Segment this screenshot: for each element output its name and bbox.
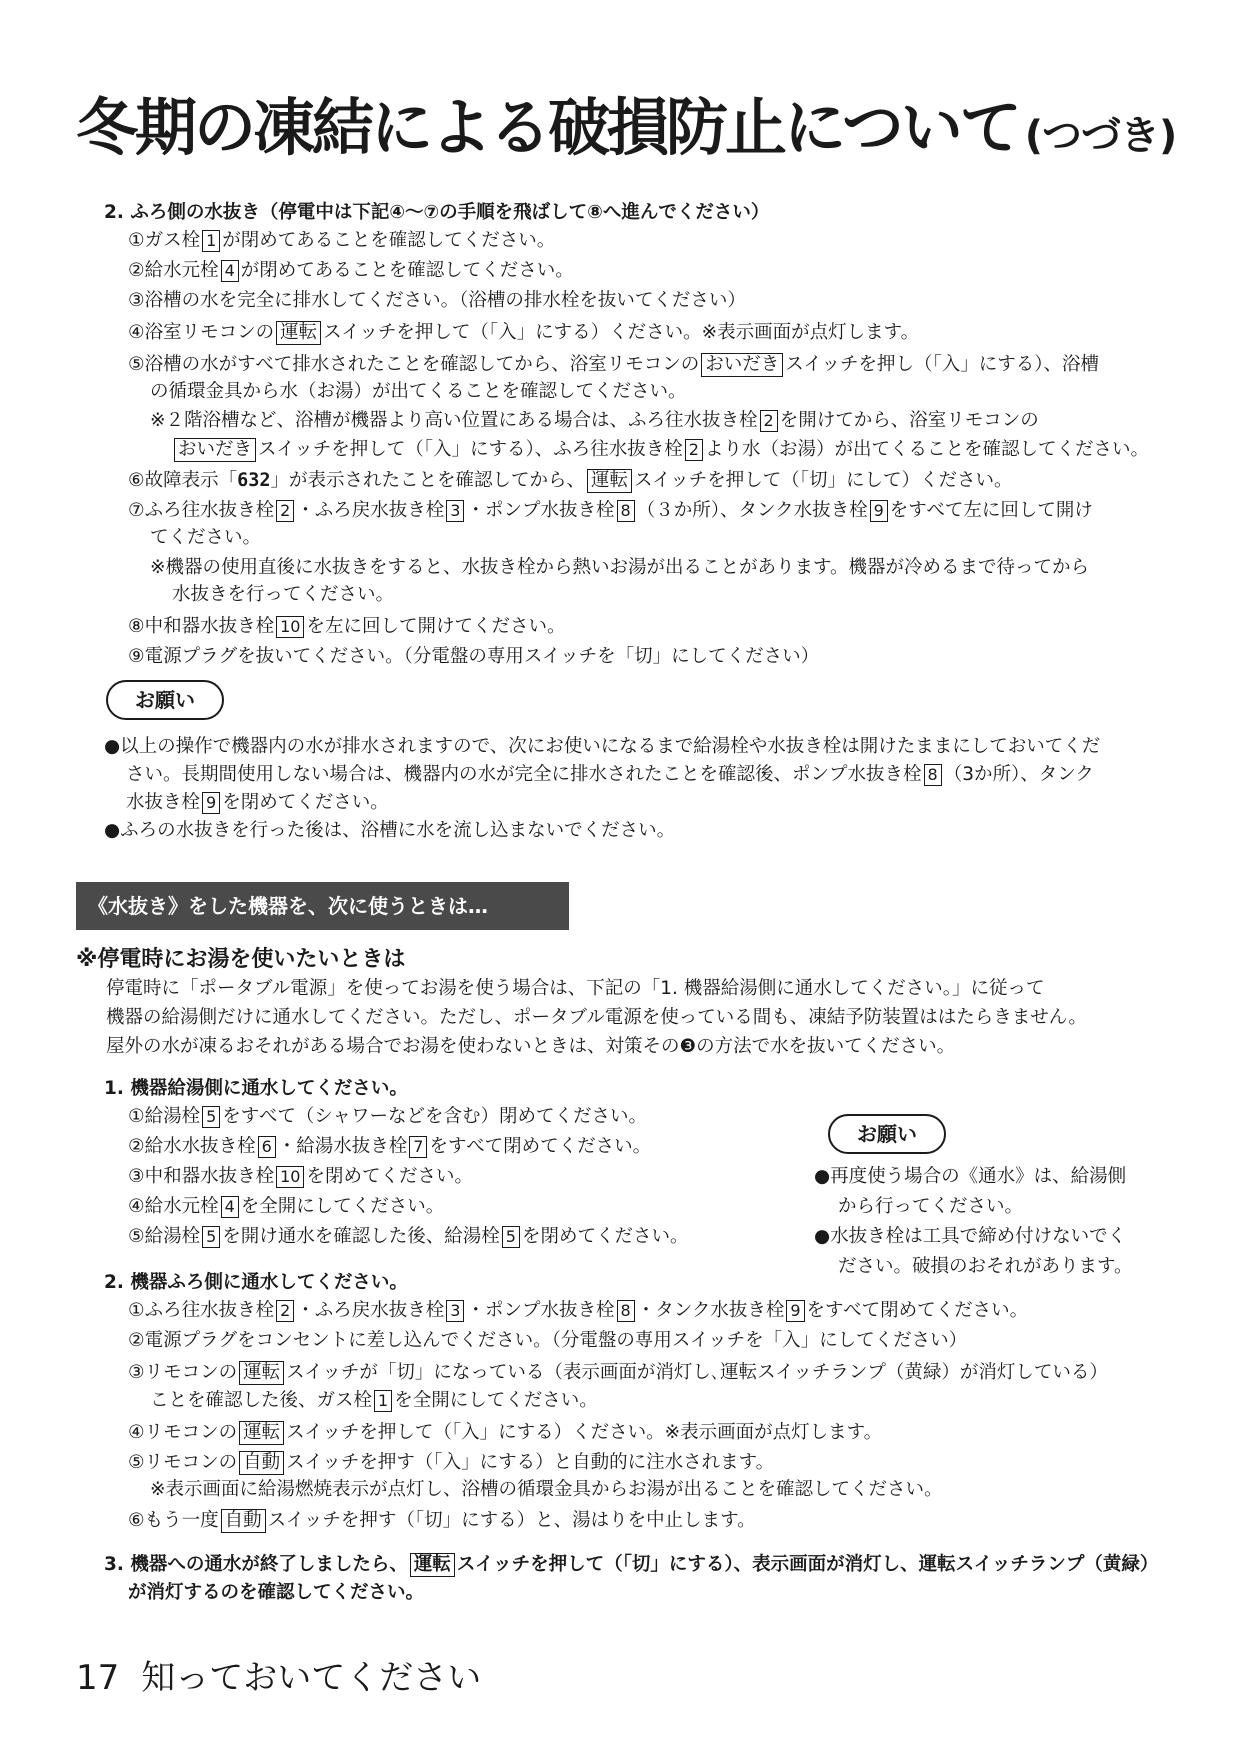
request-badge: お願い bbox=[106, 680, 224, 720]
page-number: 17 bbox=[76, 1658, 120, 1698]
request-bullet-1-cont2: 水抜き栓 9 を閉めてください。 bbox=[126, 792, 389, 813]
supply-step-2: ②給水水抜き栓 6 ・給湯水抜き栓 7 をすべて閉めてください。 bbox=[128, 1136, 652, 1157]
request2-line-1: ●再度使う場合の《通水》は、給湯側 bbox=[814, 1166, 1127, 1187]
valve-number: 2 bbox=[685, 439, 703, 461]
bath-step-2: ②給水元栓 4 が閉めてあることを確認してください。 bbox=[128, 260, 574, 281]
finish-line-2: が消灯するのを確認してください。 bbox=[128, 1582, 425, 1603]
bath-step-4: ④浴室リモコンの 運転 スイッチを押して（「入」にする）ください。※表示画面が点灯します。 bbox=[128, 322, 920, 343]
request2-line-2: から行ってください。 bbox=[838, 1196, 1024, 1217]
bath-step-7-cont: てください。 bbox=[150, 527, 262, 548]
valve-number: 8 bbox=[617, 1300, 635, 1322]
request-bullet-1-cont: さい。長期間使用しない場合は、機器内の水が完全に排水されたことを確認後、ポンプ水抜き栓 8 （3か所）、タンク bbox=[126, 764, 1094, 785]
request-bullet-2: ●ふろの水抜きを行った後は、浴槽に水を流し込まないでください。 bbox=[104, 820, 676, 841]
blackout-para-1: 停電時に「ポータブル電源」を使ってお湯を使う場合は、下記の「1. 機器給湯側に通水してください。」に従って bbox=[106, 978, 1045, 999]
blackout-para-3: 屋外の水が凍るおそれがある場合でお湯を使わないときは、対策その❸の方法で水を抜いてください。 bbox=[106, 1036, 956, 1057]
request2-line-3: ●水抜き栓は工具で締め付けないでく bbox=[814, 1226, 1127, 1247]
key-label: 運転 bbox=[587, 469, 632, 493]
finish-line-1: 3. 機器への通水が終了しましたら、 運転 スイッチを押して（「切」にする）、表示画面が消灯し、運転スイッチランプ（黄緑） bbox=[104, 1554, 1159, 1575]
valve-number: 4 bbox=[221, 1196, 239, 1218]
bath-step-6: ⑥故障表示「632」が表示されたことを確認してから、 運転 スイッチを押して（「切」にして）ください。 bbox=[128, 470, 1013, 491]
valve-number: 5 bbox=[502, 1226, 520, 1248]
supply-step-3: ③中和器水抜き栓 10 を閉めてください。 bbox=[128, 1166, 473, 1187]
bath-supply-step-5: ⑤リモコンの 自動 スイッチを押す（「入」にする）と自動的に注水されます。 bbox=[128, 1452, 775, 1473]
valve-number: 3 bbox=[446, 500, 464, 522]
request2-line-4: ださい。破損のおそれがあります。 bbox=[838, 1256, 1133, 1277]
section-name: 知っておいてください bbox=[141, 1658, 482, 1698]
valve-number: 8 bbox=[924, 764, 942, 786]
bath-supply-step-2: ②電源プラグをコンセントに差し込んでください。（分電盤の専用スイッチを「入」にしてください） bbox=[128, 1330, 968, 1351]
bath-note-2: ※機器の使用直後に水抜きをすると、水抜き栓から熱いお湯が出ることがあります。機器が冷めるまで待ってから bbox=[150, 557, 1090, 578]
bath-supply-heading: 2. 機器ふろ側に通水してください。 bbox=[104, 1272, 408, 1293]
title-main: 冬期の凍結による破損防止について bbox=[76, 91, 1019, 164]
valve-number: 9 bbox=[786, 1300, 804, 1322]
valve-number: 2 bbox=[760, 410, 778, 432]
bath-step-9: ⑨電源プラグを抜いてください。（分電盤の専用スイッチを「切」にしてください） bbox=[128, 646, 820, 667]
bath-supply-step-6: ⑥もう一度 自動 スイッチを押す（「切」にする）と、湯はりを中止します。 bbox=[128, 1510, 756, 1531]
key-label: おいだき bbox=[701, 353, 783, 377]
valve-number: 5 bbox=[202, 1106, 220, 1128]
valve-number: 4 bbox=[221, 260, 239, 282]
bath-note-1: ※２階浴槽など、浴槽が機器より高い位置にある場合は、ふろ往水抜き栓 2 を開けてから、浴室リモコンの bbox=[150, 410, 1039, 431]
key-label: 運転 bbox=[239, 1361, 284, 1385]
valve-number: 1 bbox=[374, 1390, 392, 1412]
bath-step-7: ⑦ふろ往水抜き栓 2 ・ふろ戻水抜き栓 3 ・ポンプ水抜き栓 8 （３か所）、タンク水抜き栓 9 をすべて左に回して開け bbox=[128, 500, 1093, 521]
blackout-title: ※停電時にお湯を使いたいときは bbox=[76, 947, 406, 972]
supply-step-1: ①給湯栓 5 をすべて（シャワーなどを含む）閉めてください。 bbox=[128, 1106, 648, 1127]
page-title bbox=[76, 78, 1176, 167]
supply-heading: 1. 機器給湯側に通水してください。 bbox=[104, 1078, 408, 1099]
bath-drain-heading: 2. ふろ側の水抜き（停電中は下記④～⑦の手順を飛ばして⑧へ進んでください） bbox=[104, 202, 770, 223]
bath-step-5: ⑤浴槽の水がすべて排水されたことを確認してから、浴室リモコンの おいだき スイッチを押し（「入」にする）、浴槽 bbox=[128, 354, 1099, 375]
error-code: 632 bbox=[237, 470, 271, 491]
bath-step-8: ⑧中和器水抜き栓 10 を左に回して開けてください。 bbox=[128, 616, 566, 637]
valve-number: 10 bbox=[276, 1166, 304, 1188]
key-label: 運転 bbox=[239, 1421, 284, 1445]
supply-step-4: ④給水元栓 4 を全開にしてください。 bbox=[128, 1196, 445, 1217]
bath-note-1-cont: おいだき スイッチを押して（「入」にする）、ふろ往水抜き栓 2 より水（お湯）が出てくることを確認してください。 bbox=[172, 437, 1149, 463]
key-label: おいだき bbox=[174, 438, 256, 462]
valve-number: 10 bbox=[276, 616, 304, 638]
key-label: 運転 bbox=[410, 1553, 455, 1577]
valve-number: 2 bbox=[276, 500, 294, 522]
reuse-banner: 《水抜き》をした機器を、次に使うときは… bbox=[76, 882, 569, 930]
valve-number: 1 bbox=[202, 230, 220, 252]
valve-number: 9 bbox=[870, 500, 888, 522]
key-label: 自動 bbox=[221, 1509, 266, 1533]
bath-supply-step-1: ①ふろ往水抜き栓 2 ・ふろ戻水抜き栓 3 ・ポンプ水抜き栓 8 ・タンク水抜き栓 9 をすべて閉めてください。 bbox=[128, 1300, 1029, 1321]
bath-supply-step-3-cont: ことを確認した後、ガス栓 1 を全開にしてください。 bbox=[150, 1390, 598, 1411]
bath-supply-note: ※表示画面に給湯燃焼表示が点灯し、浴槽の循環金具からお湯が出ることを確認してください。 bbox=[150, 1479, 943, 1500]
title-sub: (つづき) bbox=[1024, 113, 1177, 159]
valve-number: 6 bbox=[258, 1136, 276, 1158]
page-footer bbox=[76, 1650, 481, 1699]
valve-number: 9 bbox=[202, 792, 220, 814]
key-label: 運転 bbox=[276, 321, 321, 345]
valve-number: 8 bbox=[617, 500, 635, 522]
request-badge-2: お願い bbox=[828, 1114, 946, 1154]
bath-step-3: ③浴槽の水を完全に排水してください。（浴槽の排水栓を抜いてください） bbox=[128, 290, 746, 311]
valve-number: 7 bbox=[409, 1136, 427, 1158]
valve-number: 5 bbox=[202, 1226, 220, 1248]
bath-supply-step-3: ③リモコンの 運転 スイッチが「切」になっている（表示画面が消灯し､運転スイッチランプ（黄緑）が消灯している） bbox=[128, 1362, 1108, 1383]
bath-supply-step-4: ④リモコンの 運転 スイッチを押して（「入」にする）ください。※表示画面が点灯します。 bbox=[128, 1422, 883, 1443]
step-number-badge: ❸ bbox=[679, 1036, 697, 1057]
valve-number: 2 bbox=[276, 1300, 294, 1322]
blackout-para-2: 機器の給湯側だけに通水してください。ただし、ポータブル電源を使っている間も、凍結予防装置ははたらきません。 bbox=[106, 1007, 1087, 1028]
supply-step-5: ⑤給湯栓 5 を開け通水を確認した後、給湯栓 5 を閉めてください。 bbox=[128, 1226, 689, 1247]
valve-number: 3 bbox=[446, 1300, 464, 1322]
key-label: 自動 bbox=[239, 1451, 284, 1475]
bath-step-5-cont: の循環金具から水（お湯）が出てくることを確認してください。 bbox=[150, 381, 687, 402]
request-bullet-1: ●以上の操作で機器内の水が排水されますので、次にお使いになるまで給湯栓や水抜き栓は開けたままにしておいてくだ bbox=[104, 736, 1101, 757]
bath-note-2-cont: 水抜きを行ってください。 bbox=[172, 584, 395, 605]
bath-step-1: ①ガス栓 1 が閉めてあることを確認してください。 bbox=[128, 230, 556, 251]
